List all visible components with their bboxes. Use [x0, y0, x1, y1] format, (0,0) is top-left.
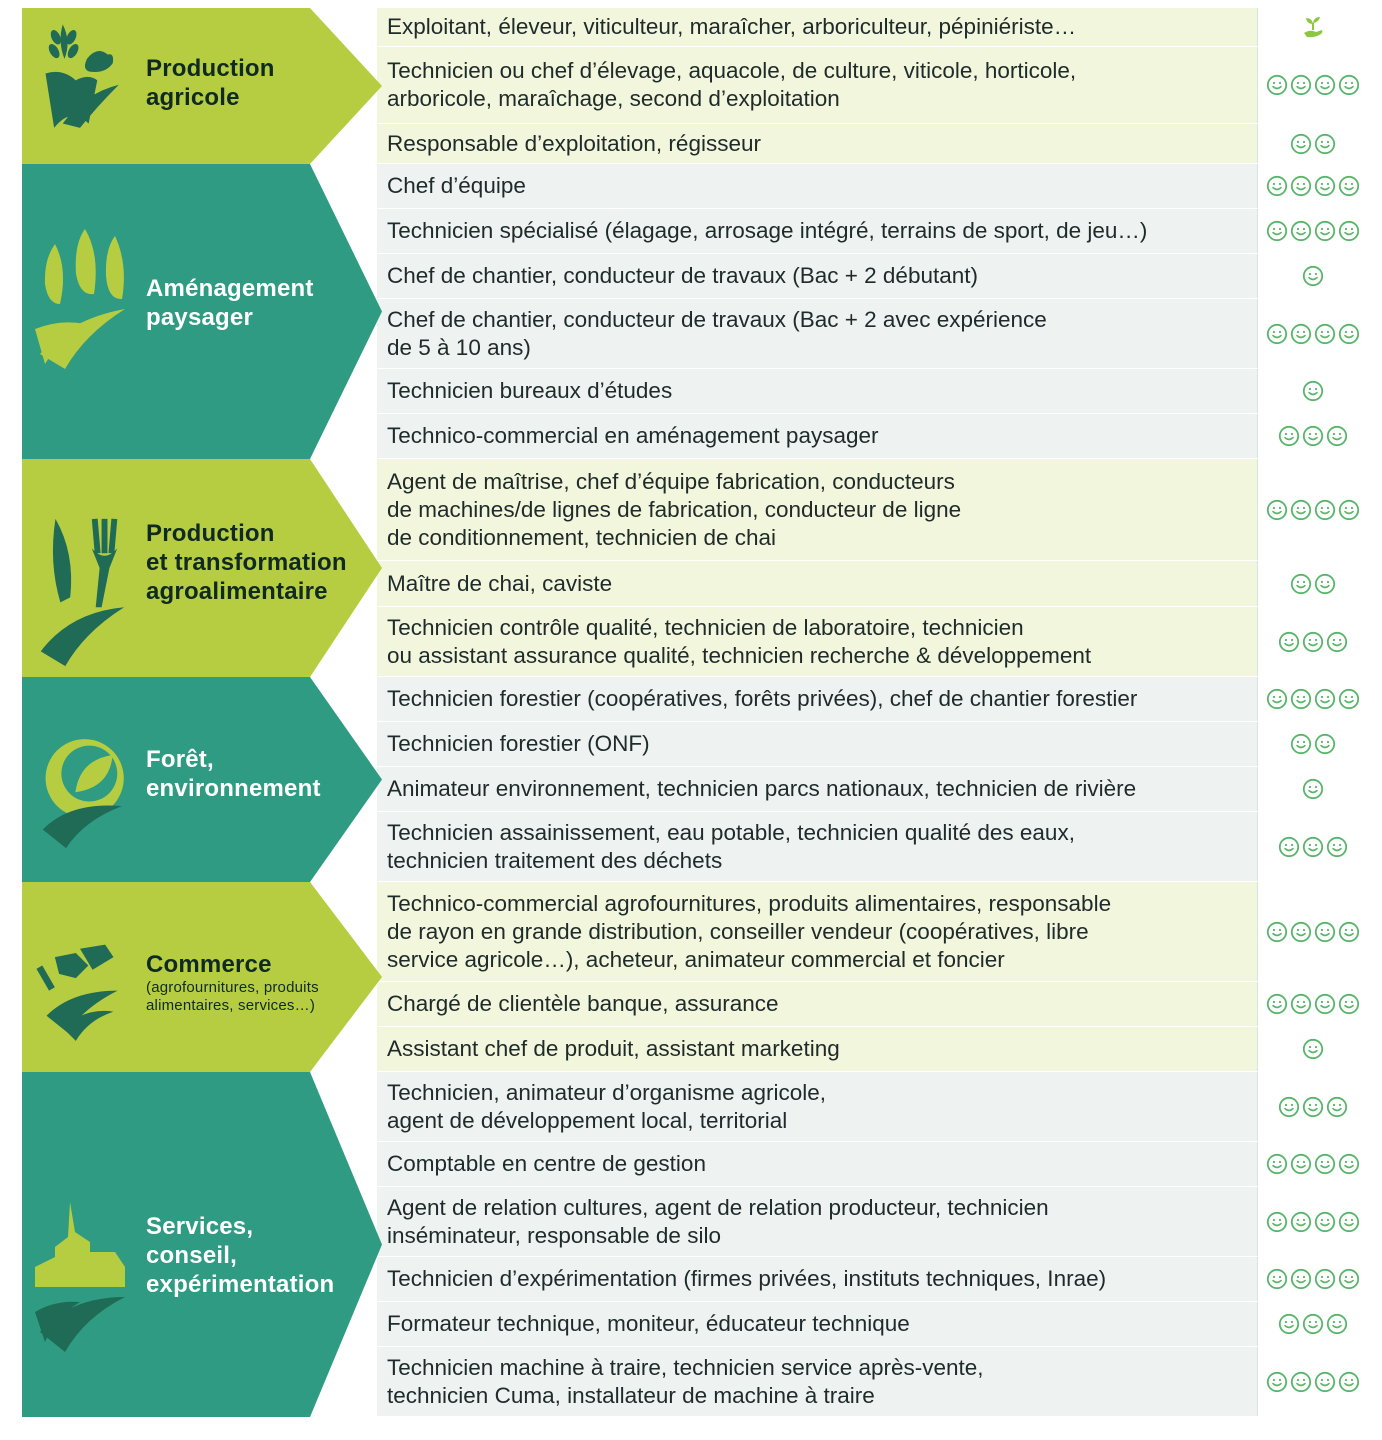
smiley-icon — [1302, 836, 1324, 858]
smiley-icon — [1326, 631, 1348, 653]
job-row — [377, 47, 1368, 124]
job-row — [377, 1142, 1368, 1187]
job-title: Technicien contrôle qualité, technicien de laboratoire, technicien ou assistant assurance qualité, technicien recherche & développement — [387, 614, 1092, 668]
job-title: Formateur technique, moniteur, éducateur technique — [387, 1311, 910, 1336]
smiley-icon — [1326, 836, 1348, 858]
job-title: Agent de relation cultures, agent de relation producteur, technicien inséminateur, responsable de silo — [387, 1194, 1049, 1248]
employment-rating — [1257, 209, 1368, 253]
job-title: Technicien spécialisé (élagage, arrosage intégré, terrains de sport, de jeu…) — [387, 218, 1148, 243]
job-list — [377, 8, 1368, 164]
job-list — [377, 164, 1368, 459]
job-title: Chef d’équipe — [387, 173, 526, 198]
smiley-icon — [1338, 688, 1360, 710]
category-subtitle: (agrofournitures, produits alimentaires, services…) — [146, 979, 319, 1014]
job-row — [377, 1072, 1368, 1142]
smiley-icon — [1266, 1268, 1288, 1290]
smiley-icon — [1314, 993, 1336, 1015]
smiley-icon — [1326, 1313, 1348, 1335]
handshake-icon — [30, 932, 130, 1066]
employment-rating — [1257, 812, 1368, 881]
smiley-icon — [1266, 74, 1288, 96]
smiley-icon — [1278, 425, 1300, 447]
category-band — [22, 1072, 387, 1417]
smiley-icon — [1266, 1153, 1288, 1175]
job-title: Animateur environnement, technicien parcs nationaux, technicien de rivière — [387, 776, 1137, 801]
smiley-icon — [1338, 1371, 1360, 1393]
employment-rating — [1257, 414, 1368, 458]
smiley-icon — [1314, 733, 1336, 755]
category-title: Services, conseil, expérimentation — [146, 1213, 335, 1298]
smiley-icon — [1290, 175, 1312, 197]
smiley-icon — [1266, 921, 1288, 943]
job-row — [377, 677, 1368, 722]
smiley-icon — [1302, 1038, 1324, 1060]
category-band — [22, 164, 387, 459]
smiley-icon — [1266, 1371, 1288, 1393]
smiley-icon — [1314, 1153, 1336, 1175]
job-row — [377, 561, 1368, 607]
leaf-circle-icon — [30, 727, 130, 876]
smiley-icon — [1302, 1313, 1324, 1335]
category-title: Production agricole — [146, 55, 275, 111]
employment-rating — [1257, 369, 1368, 413]
employment-rating — [1257, 767, 1368, 811]
job-title: Responsable d’exploitation, régisseur — [387, 130, 761, 156]
category-section — [22, 459, 1368, 677]
job-row — [377, 767, 1368, 812]
smiley-icon — [1290, 74, 1312, 96]
wheat-hen-field-icon — [30, 20, 130, 158]
employment-rating — [1257, 164, 1368, 208]
seedling-hand-icon — [1300, 14, 1326, 40]
employment-rating — [1257, 722, 1368, 766]
knife-fork-icon — [30, 514, 130, 671]
job-title: Technicien machine à traire, technicien service après-vente, technicien Cuma, installateur de machine à traire — [387, 1354, 984, 1408]
job-title: Chef de chantier, conducteur de travaux (Bac + 2 avec expérience de 5 à 10 ans) — [387, 306, 1047, 360]
smiley-icon — [1314, 1211, 1336, 1233]
smiley-icon — [1314, 74, 1336, 96]
job-title: Assistant chef de produit, assistant marketing — [387, 1036, 840, 1061]
smiley-icon — [1290, 733, 1312, 755]
smiley-icon — [1338, 220, 1360, 242]
smiley-icon — [1266, 499, 1288, 521]
smiley-icon — [1338, 921, 1360, 943]
smiley-icon — [1326, 425, 1348, 447]
smiley-icon — [1314, 1268, 1336, 1290]
job-title: Exploitant, éleveur, viticulteur, maraîcher, arboriculteur, pépiniériste… — [387, 14, 1077, 39]
job-row — [377, 607, 1368, 677]
job-row — [377, 1187, 1368, 1257]
smiley-icon — [1302, 778, 1324, 800]
job-row — [377, 299, 1368, 369]
employment-rating — [1257, 124, 1368, 163]
job-list — [377, 677, 1368, 882]
job-row — [377, 882, 1368, 982]
category-title: Forêt, environnement — [146, 746, 321, 802]
job-row — [377, 124, 1368, 164]
category-band — [22, 677, 387, 882]
smiley-icon — [1290, 220, 1312, 242]
smiley-icon — [1290, 1153, 1312, 1175]
category-title: Aménagement paysager — [146, 275, 314, 331]
smiley-icon — [1302, 380, 1324, 402]
smiley-icon — [1314, 688, 1336, 710]
smiley-icon — [1266, 220, 1288, 242]
employment-rating — [1257, 1257, 1368, 1301]
job-title: Technicien ou chef d’élevage, aquacole, de culture, viticole, horticole, arboricole, maraîchage, second d’exploitation — [387, 58, 1077, 111]
job-list — [377, 459, 1368, 677]
category-title: Commerce (agrofournitures, produits alimentaires, services…) — [146, 951, 319, 1014]
job-title: Comptable en centre de gestion — [387, 1151, 706, 1176]
smiley-icon — [1266, 323, 1288, 345]
job-title: Technicien d’expérimentation (firmes privées, instituts techniques, Inrae) — [387, 1266, 1107, 1291]
job-title: Chargé de clientèle banque, assurance — [387, 991, 779, 1016]
smiley-icon — [1290, 688, 1312, 710]
smiley-icon — [1338, 1268, 1360, 1290]
category-section — [22, 8, 1368, 164]
job-title: Maître de chai, caviste — [387, 570, 613, 596]
job-row — [377, 459, 1368, 561]
category-band — [22, 882, 387, 1072]
smiley-icon — [1314, 323, 1336, 345]
job-row — [377, 369, 1368, 414]
job-row — [377, 812, 1368, 882]
employment-rating — [1257, 254, 1368, 298]
smiley-icon — [1314, 1371, 1336, 1393]
smiley-icon — [1314, 133, 1336, 155]
employment-rating — [1257, 982, 1368, 1026]
smiley-icon — [1290, 573, 1312, 595]
employment-rating — [1257, 47, 1368, 123]
smiley-icon — [1290, 323, 1312, 345]
smiley-icon — [1302, 265, 1324, 287]
smiley-icon — [1278, 836, 1300, 858]
smiley-icon — [1290, 133, 1312, 155]
village-church-icon — [30, 1192, 130, 1352]
employment-rating — [1257, 677, 1368, 721]
job-title: Technicien forestier (ONF) — [387, 731, 650, 756]
employment-rating — [1257, 561, 1368, 606]
job-row — [377, 254, 1368, 299]
job-title: Technico-commercial en aménagement paysager — [387, 423, 879, 448]
smiley-icon — [1290, 1371, 1312, 1393]
smiley-icon — [1326, 1096, 1348, 1118]
smiley-icon — [1338, 323, 1360, 345]
job-list — [377, 1072, 1368, 1417]
job-title: Technicien assainissement, eau potable, technicien qualité des eaux, technicien traitement des déchets — [387, 819, 1075, 873]
job-row — [377, 1302, 1368, 1347]
smiley-icon — [1314, 573, 1336, 595]
smiley-icon — [1266, 1211, 1288, 1233]
smiley-icon — [1278, 1096, 1300, 1118]
employment-rating — [1257, 1072, 1368, 1141]
smiley-icon — [1302, 425, 1324, 447]
smiley-icon — [1338, 993, 1360, 1015]
smiley-icon — [1290, 921, 1312, 943]
trees-icon — [30, 224, 130, 384]
smiley-icon — [1338, 1153, 1360, 1175]
smiley-icon — [1314, 220, 1336, 242]
job-row — [377, 982, 1368, 1027]
category-band — [22, 8, 387, 164]
smiley-icon — [1266, 688, 1288, 710]
category-band — [22, 459, 387, 677]
job-row — [377, 164, 1368, 209]
employment-rating — [1257, 299, 1368, 368]
smiley-icon — [1338, 74, 1360, 96]
smiley-icon — [1278, 1313, 1300, 1335]
employment-rating — [1257, 1302, 1368, 1346]
employment-rating — [1257, 607, 1368, 676]
job-row — [377, 1257, 1368, 1302]
smiley-icon — [1314, 499, 1336, 521]
smiley-icon — [1290, 1211, 1312, 1233]
job-title: Technicien bureaux d’études — [387, 378, 673, 403]
smiley-icon — [1290, 1268, 1312, 1290]
category-section — [22, 164, 1368, 459]
employment-rating — [1257, 882, 1368, 981]
smiley-icon — [1338, 499, 1360, 521]
smiley-icon — [1278, 631, 1300, 653]
job-title: Technicien, animateur d’organisme agricole, agent de développement local, territorial — [387, 1079, 826, 1133]
job-row — [377, 722, 1368, 767]
employment-rating — [1257, 459, 1368, 560]
job-list — [377, 882, 1368, 1072]
job-row — [377, 8, 1368, 47]
employment-rating — [1257, 1142, 1368, 1186]
category-section — [22, 1072, 1368, 1417]
smiley-icon — [1338, 1211, 1360, 1233]
job-title: Technicien forestier (coopératives, forêts privées), chef de chantier forestier — [387, 686, 1138, 711]
smiley-icon — [1314, 921, 1336, 943]
smiley-icon — [1290, 993, 1312, 1015]
employment-rating — [1257, 1347, 1368, 1416]
careers-table — [22, 8, 1368, 1440]
smiley-icon — [1266, 175, 1288, 197]
employment-rating — [1257, 1027, 1368, 1071]
job-title: Chef de chantier, conducteur de travaux (Bac + 2 débutant) — [387, 263, 978, 288]
category-title: Production et transformation agroalimentaire — [146, 520, 347, 605]
smiley-icon — [1302, 631, 1324, 653]
category-section — [22, 882, 1368, 1072]
job-title: Agent de maîtrise, chef d’équipe fabrication, conducteurs de machines/de lignes de fabrication, conducteur de ligne de conditionnement, technicien de chai — [387, 468, 962, 550]
smiley-icon — [1266, 993, 1288, 1015]
job-title: Technico-commercial agrofournitures, produits alimentaires, responsable de rayon en grande distribution, conseiller vendeur (coopératives, libre service agricole…), acheteur, animateur commercial et foncier — [387, 890, 1112, 972]
employment-rating — [1257, 8, 1368, 46]
employment-rating — [1257, 1187, 1368, 1256]
job-row — [377, 414, 1368, 459]
smiley-icon — [1302, 1096, 1324, 1118]
category-section — [22, 677, 1368, 882]
smiley-icon — [1338, 175, 1360, 197]
job-row — [377, 1027, 1368, 1072]
smiley-icon — [1290, 499, 1312, 521]
job-row — [377, 1347, 1368, 1417]
job-row — [377, 209, 1368, 254]
smiley-icon — [1314, 175, 1336, 197]
